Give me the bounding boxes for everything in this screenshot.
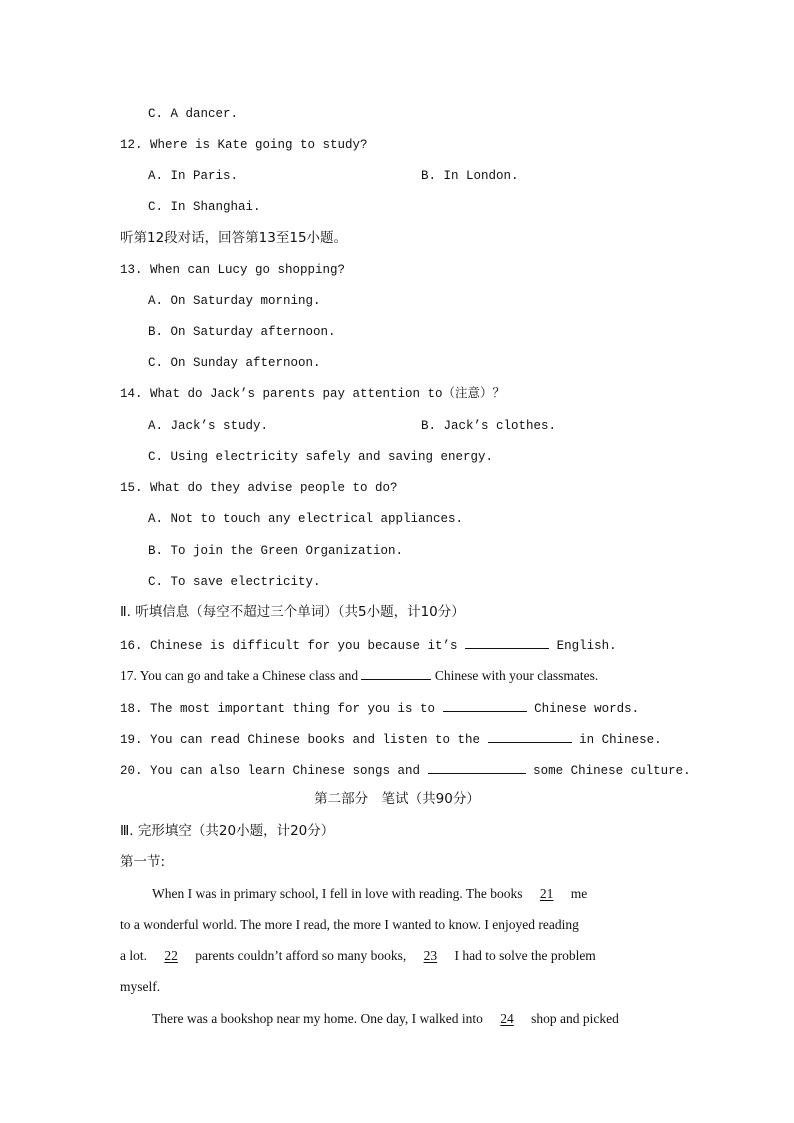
passage-text: a lot.	[120, 948, 151, 963]
q19-text-before: 19. You can read Chinese books and listen to the	[120, 733, 488, 747]
q19	[120, 730, 662, 748]
q16-text-after: English.	[549, 639, 617, 653]
q20-answer-blank[interactable]	[428, 761, 526, 774]
q15-option-a: A. Not to touch any electrical appliances.	[148, 512, 464, 526]
q18-text-before: 18. The most important thing for you is to	[120, 702, 443, 716]
q19-text-after: in Chinese.	[571, 733, 662, 747]
q13-option-a: A. On Saturday morning.	[148, 294, 321, 308]
section3-part1-label: 第一节:	[120, 854, 166, 870]
q16-text-before: 16. Chinese is difficult for you because it’s	[120, 639, 466, 653]
dialog12-instruction: 听第12段对话，回答第13至15小题。	[120, 230, 348, 246]
q13-option-b: B. On Saturday afternoon.	[148, 325, 336, 339]
blank-21[interactable]: 21	[539, 886, 554, 901]
passage-text: shop and picked	[527, 1011, 619, 1026]
q12-option-a: A. In Paris.	[148, 169, 239, 183]
q17-text-after: Chinese with your classmates.	[431, 668, 599, 683]
q14-option-c: C. Using electricity safely and saving energy.	[148, 450, 494, 464]
q15-question: 15. What do they advise people to do?	[120, 481, 398, 495]
passage-line: to a wonderful world. The more I read, the more I wanted to know. I enjoyed reading	[120, 917, 579, 932]
q18	[120, 699, 639, 717]
q20-text-before: 20. You can also learn Chinese songs and	[120, 764, 428, 778]
q12-option-b: B. In London.	[421, 169, 519, 183]
section2-heading: Ⅱ. 听填信息（每空不超过三个单词）（共5小题，计10分）	[120, 604, 465, 620]
q14-question: 14. What do Jack’s parents pay attention to（注意）？	[120, 387, 506, 401]
q13-option-c: C. On Sunday afternoon.	[148, 356, 321, 370]
q18-answer-blank[interactable]	[443, 699, 527, 712]
passage-text: There was a bookshop near my home. One day, I walked into	[152, 1011, 487, 1026]
q19-answer-blank[interactable]	[488, 730, 572, 743]
q13-question: 13. When can Lucy go shopping?	[120, 263, 346, 277]
blank-22[interactable]: 22	[164, 948, 178, 963]
q20	[120, 761, 691, 779]
q18-text-after: Chinese words.	[526, 702, 640, 716]
passage-text: When I was in primary school, I fell in love with reading. The books	[152, 886, 526, 901]
q16-answer-blank[interactable]	[465, 636, 549, 649]
passage-line	[120, 948, 596, 964]
q15-option-c: C. To save electricity.	[148, 575, 321, 589]
passage-text: me	[567, 886, 588, 901]
q14-option-b: B. Jack’s clothes.	[421, 419, 557, 433]
q17-answer-blank[interactable]	[361, 667, 431, 680]
passage-line	[152, 886, 587, 902]
q17	[120, 667, 598, 684]
q16	[120, 636, 617, 654]
q17-text-before: 17. You can go and take a Chinese class and	[120, 668, 362, 683]
passage-line	[152, 1011, 619, 1027]
q15-option-b: B. To join the Green Organization.	[148, 544, 404, 558]
blank-24[interactable]: 24	[500, 1011, 514, 1026]
passage-text: parents couldn’t afford so many books,	[191, 948, 410, 963]
q14-option-a: A. Jack’s study.	[148, 419, 269, 433]
q20-text-after: some Chinese culture.	[525, 764, 691, 778]
q11-option-c: C. A dancer.	[148, 107, 239, 121]
part2-heading: 第二部分 笔试（共90分）	[314, 791, 480, 807]
blank-23[interactable]: 23	[423, 948, 438, 963]
q12-question: 12. Where is Kate going to study?	[120, 138, 368, 152]
section3-heading: Ⅲ. 完形填空（共20小题，计20分）	[120, 823, 335, 839]
passage-text: I had to solve the problem	[451, 948, 596, 963]
passage-line: myself.	[120, 979, 161, 994]
q12-option-c: C. In Shanghai.	[148, 200, 261, 214]
